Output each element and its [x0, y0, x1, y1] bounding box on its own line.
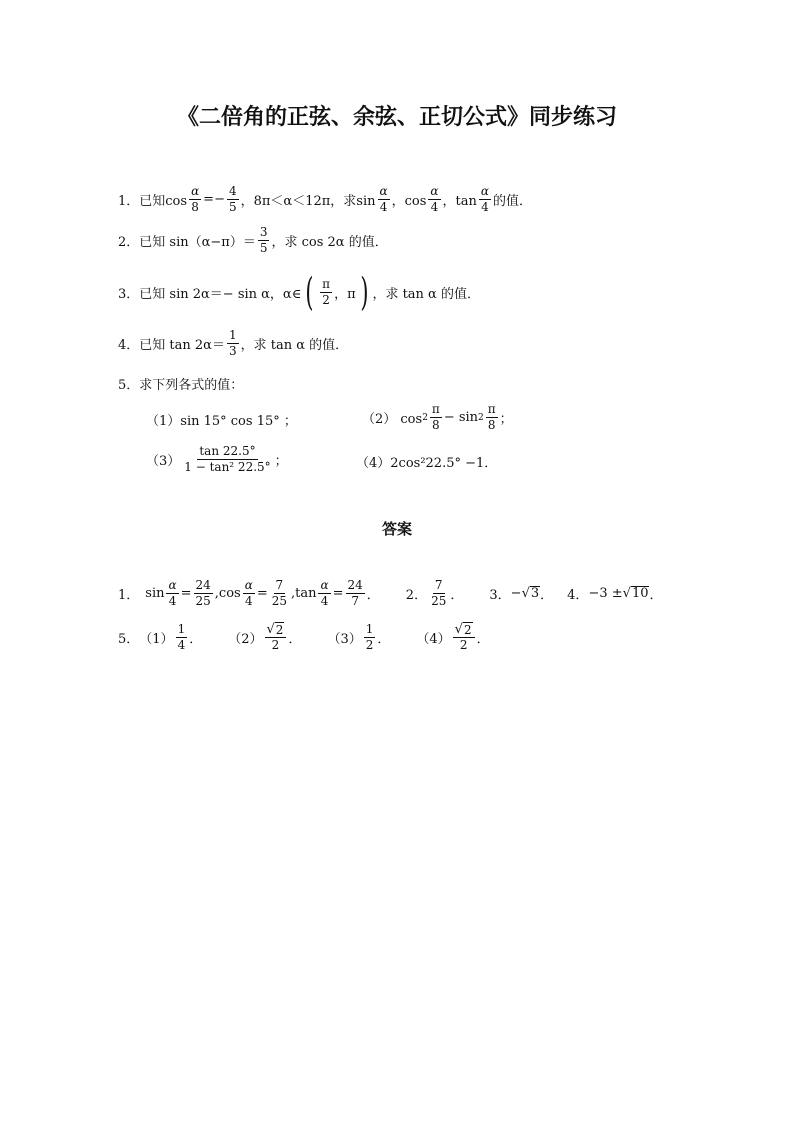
right-paren: ): [359, 270, 369, 314]
fraction-3-over-5: $\frac{3}{5}$: [259, 225, 268, 255]
answer-heading: 答案: [381, 520, 412, 538]
answer-5-2: （2） √ 2 2 ．: [228, 622, 302, 652]
document-title: 《二倍角的正弦、余弦、正切公式》同步练习: [176, 104, 617, 130]
question-tail: ，求 cos 2α 的值．: [271, 235, 388, 250]
question-text: 已知cos: [139, 194, 188, 209]
question-text: 已知 tan 2α＝: [139, 338, 225, 353]
fraction-pi-over-2: $\frac{\pi}{2}$: [322, 276, 331, 307]
answer-5-1: （1） $\frac{1}{4}$ ．: [139, 622, 203, 652]
question-3: [118, 270, 480, 314]
sqrt-symbol: √ 10: [622, 586, 649, 601]
answer-5-3: （3） $\frac{1}{2}$ ．: [327, 622, 391, 652]
answers-row-1: [118, 578, 663, 609]
sub-question-1: （1）sin 15° cos 15° ；: [146, 414, 297, 429]
question-tail: ，求 tan α 的值．: [372, 286, 480, 302]
sub-question-3: （3） $\frac{\tan 22.5^\circ}{\text{1 − tan² 22.5°}}$ ；: [146, 444, 288, 474]
fraction-alpha-over-4-a: $\frac{\alpha}{4}$: [379, 184, 388, 214]
fraction-tan-expression: $\frac{\tan 22.5^\circ}{\text{1 − tan² 22.5°}}$: [184, 444, 271, 474]
sub-question-2: （2） cos 2 $\frac{\pi}{8}$ − sin 2 $\frac{\pi}{8}$ ；: [362, 402, 513, 432]
sub-question-4: （4）2cos²22.5° −1．: [356, 456, 498, 471]
fraction-pi-over-8-b: $\frac{\pi}{8}$: [487, 402, 496, 432]
question-number: 4．: [118, 338, 140, 353]
answer-5-4: （4） √ 2 2 ．: [416, 622, 490, 652]
answers-row-2: 5． （1） $\frac{1}{4}$ ． （2） √ 2 2 ． （3） $\frac{1}{2}$ ． （4） √ 2 2 ．: [118, 622, 490, 652]
fraction-alpha-over-8: $\frac{\alpha}{8}$: [191, 184, 200, 214]
answer-1: 1． sin $\frac{\alpha}{4}$ = $\frac{24}{25}$ ,cos $\frac{\alpha}{4}$ = $\frac{7}{25}$ ,tan $\frac{\alpha}{4}$ = $\frac{24}{7}$ ．: [118, 578, 380, 608]
left-paren: (: [305, 270, 314, 314]
fraction-pi-over-8-a: $\frac{\pi}{8}$: [431, 402, 440, 432]
question-tail: ，求 tan α 的值．: [240, 338, 349, 353]
range-text: ，8π＜α＜12π，求sin: [240, 194, 376, 209]
question-number: 5．: [118, 378, 140, 393]
tan-text: ，tan: [442, 194, 477, 209]
fraction-alpha-over-4-b: $\frac{\alpha}{4}$: [430, 184, 439, 214]
question-2: [118, 225, 388, 256]
answer-3: 3． − √ 3 ．: [489, 586, 554, 603]
answer-4: 4． −3 ± √ 10 ．: [567, 586, 663, 603]
question-text: 求下列各式的值：: [139, 378, 244, 393]
question-4: [118, 328, 348, 359]
question-text: 已知 sin 2α＝− sin α，α∈: [139, 286, 302, 302]
question-tail: 的值．: [492, 194, 532, 209]
fraction-1-over-3: $\frac{1}{3}$: [228, 328, 237, 358]
fraction-alpha-over-4-c: $\frac{\alpha}{4}$: [480, 184, 489, 214]
question-5: [118, 374, 243, 393]
question-text: 已知 sin（α−π）＝: [139, 235, 256, 250]
answer-2: 2． $\frac{7}{25}$ ．: [405, 578, 464, 608]
fraction-4-over-5: $\frac{4}{5}$: [228, 184, 237, 214]
cos-text: ，cos: [391, 194, 427, 209]
question-1: [118, 184, 532, 215]
question-number: 3．: [118, 286, 140, 302]
sqrt-symbol: √ 3: [521, 586, 540, 601]
equals-minus: =−: [203, 192, 225, 207]
question-number: 2．: [118, 235, 140, 250]
interval-end: ，π: [334, 286, 356, 302]
question-number: 1．: [118, 194, 140, 209]
